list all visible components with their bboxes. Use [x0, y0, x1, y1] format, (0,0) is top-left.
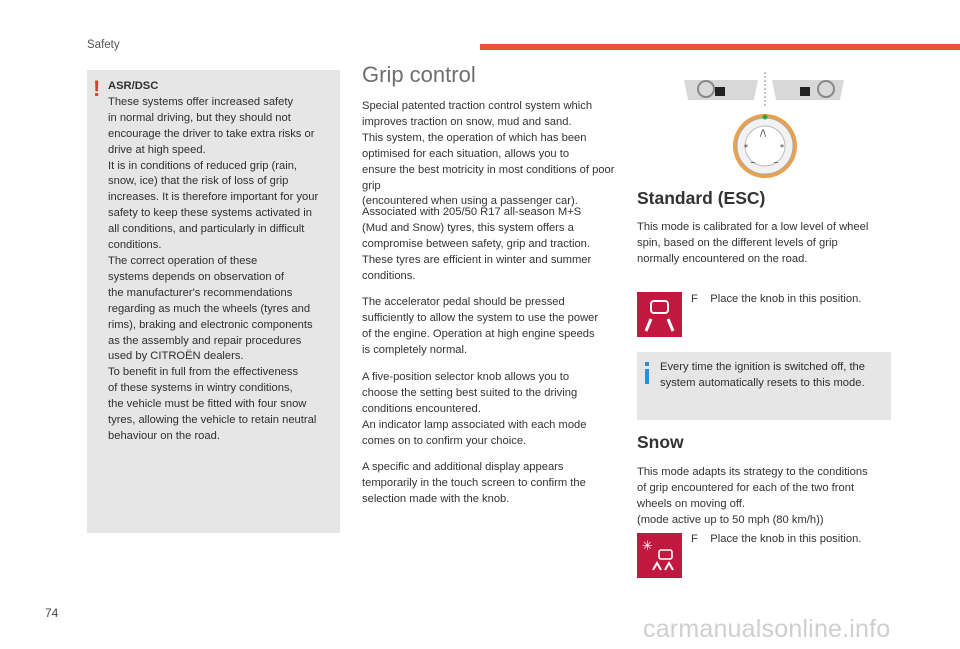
text-line: conditions encountered. [362, 402, 481, 415]
grip-paragraph-5 [362, 460, 620, 508]
text-line: temporarily in the touch screen to confirm the [362, 476, 586, 489]
text-line: increases. It is therefore important for your [108, 191, 319, 204]
text-line: conditions. [108, 239, 162, 252]
svg-text:*: * [780, 143, 784, 152]
text-line: This mode is calibrated for a low level of wheel [637, 221, 869, 233]
snow-heading: Snow [637, 432, 684, 452]
svg-text:*: * [744, 143, 748, 152]
snow-bullet-text: Place the knob in this position. [710, 533, 862, 545]
text-line: choose the setting best suited to the driving [362, 386, 578, 399]
grip-control-heading: Grip control [362, 62, 476, 87]
text-line: the vehicle must be fitted with four snow [108, 398, 307, 411]
selector-knob [733, 114, 797, 178]
text-line: systems depends on observation of [108, 270, 284, 283]
info-text [660, 360, 888, 392]
warning-text [108, 79, 338, 445]
grip-paragraph-2 [362, 205, 620, 285]
text-line: system automatically resets to this mode. [660, 376, 865, 389]
warning-exclamation-icon: ! [93, 76, 101, 101]
warning-title: ASR/DSC [108, 80, 159, 92]
text-line: of these systems in wintry conditions, [108, 382, 293, 395]
snow-mode-icon [637, 533, 682, 578]
text-line: Special patented traction control system which [362, 100, 593, 112]
text-line: (encountered when using a passenger car). [362, 195, 578, 208]
text-line: ensure the best motricity in most conditions of poor grip [362, 163, 615, 192]
standard-bullet-text: Place the knob in this position. [710, 293, 862, 305]
text-line: To benefit in full from the effectiveness [108, 366, 299, 379]
text-line: A five-position selector knob allows you to [362, 371, 570, 383]
dashboard-left-icon [684, 80, 758, 100]
text-line: The correct operation of these [108, 254, 258, 267]
text-line: optimised for each situation, allows you to [362, 147, 570, 160]
info-icon [644, 362, 650, 384]
text-line: It is in conditions of reduced grip (rain, [108, 159, 298, 172]
text-line: as the assembly and repair procedures [108, 334, 302, 347]
warning-body [108, 95, 338, 445]
standard-heading: Standard (ESC) [637, 188, 766, 208]
svg-text:~: ~ [773, 159, 779, 167]
text-line: An indicator lamp associated with each mode [362, 418, 587, 431]
section-label: Safety [87, 39, 120, 51]
text-line: comes on to confirm your choice. [362, 434, 527, 447]
text-line: improves traction on snow, mud and sand. [362, 115, 572, 128]
standard-bullet [691, 293, 861, 305]
text-line: rims), braking and electronic components [108, 318, 313, 331]
text-line: Every time the ignition is switched off, the [660, 361, 865, 373]
text-line: (Mud and Snow) tyres, this system offers a [362, 221, 574, 234]
text-line: This mode adapts its strategy to the conditions [637, 466, 868, 478]
page-number: 74 [45, 606, 59, 620]
text-line: A specific and additional display appears [362, 461, 564, 473]
svg-text:~: ~ [750, 159, 756, 167]
text-line: behaviour on the road. [108, 429, 220, 442]
text-line: conditions. [362, 269, 416, 282]
dashboard-right-icon [772, 80, 844, 100]
svg-text:✳: ✳ [642, 539, 653, 554]
text-line: normally encountered on the road. [637, 252, 808, 265]
text-line: spin, based on the different levels of grip [637, 236, 838, 249]
text-line: wheels on moving off. [637, 497, 746, 510]
standard-mode-icon [637, 292, 682, 337]
text-line: These tyres are efficient in winter and summer [362, 253, 592, 266]
text-line: in normal driving, but they should not [108, 111, 291, 124]
selector-knob-illustration [680, 70, 850, 182]
text-line: of grip encountered for each of the two front [637, 481, 855, 494]
text-line: sufficiently to allow the system to use the power [362, 311, 599, 324]
header-accent-bar [480, 44, 960, 50]
text-line: safety to keep these systems activated in [108, 207, 312, 220]
bullet-marker: F [691, 293, 698, 305]
grip-paragraph-1 [362, 99, 620, 210]
text-line: compromise between safety, grip and traction. [362, 237, 591, 250]
text-line: This system, the operation of which has been [362, 131, 587, 144]
grip-paragraph-4 [362, 370, 620, 450]
standard-paragraph [637, 220, 891, 268]
text-line: (mode active up to 50 mph (80 km/h)) [637, 513, 824, 526]
text-line: regarding as much the wheels (tyres and [108, 302, 311, 315]
text-line: of the engine. Operation at high engine speeds [362, 327, 595, 340]
text-line: used by CITROËN dealers. [108, 350, 244, 363]
snow-paragraph [637, 465, 891, 529]
text-line: drive at high speed. [108, 143, 206, 156]
text-line: tyres, allowing the vehicle to retain neutral [108, 414, 317, 427]
text-line: snow, ice) that the risk of loss of grip [108, 175, 289, 188]
text-line: These systems offer increased safety [108, 95, 294, 108]
text-line: the manufacturer's recommendations [108, 286, 293, 299]
bullet-marker: F [691, 533, 698, 545]
text-line: selection made with the knob. [362, 492, 510, 505]
grip-paragraph-3 [362, 295, 620, 359]
text-line: The accelerator pedal should be pressed [362, 296, 565, 308]
watermark: carmanualsonline.info [643, 615, 891, 643]
text-line: encourage the driver to take extra risks or [108, 127, 315, 140]
svg-text:/\: /\ [760, 129, 767, 139]
text-line: is completely normal. [362, 343, 468, 356]
text-line: Associated with 205/50 R17 all-season M+S [362, 206, 582, 218]
snow-bullet [691, 533, 861, 545]
text-line: all conditions, and particularly in difficult [108, 223, 305, 236]
